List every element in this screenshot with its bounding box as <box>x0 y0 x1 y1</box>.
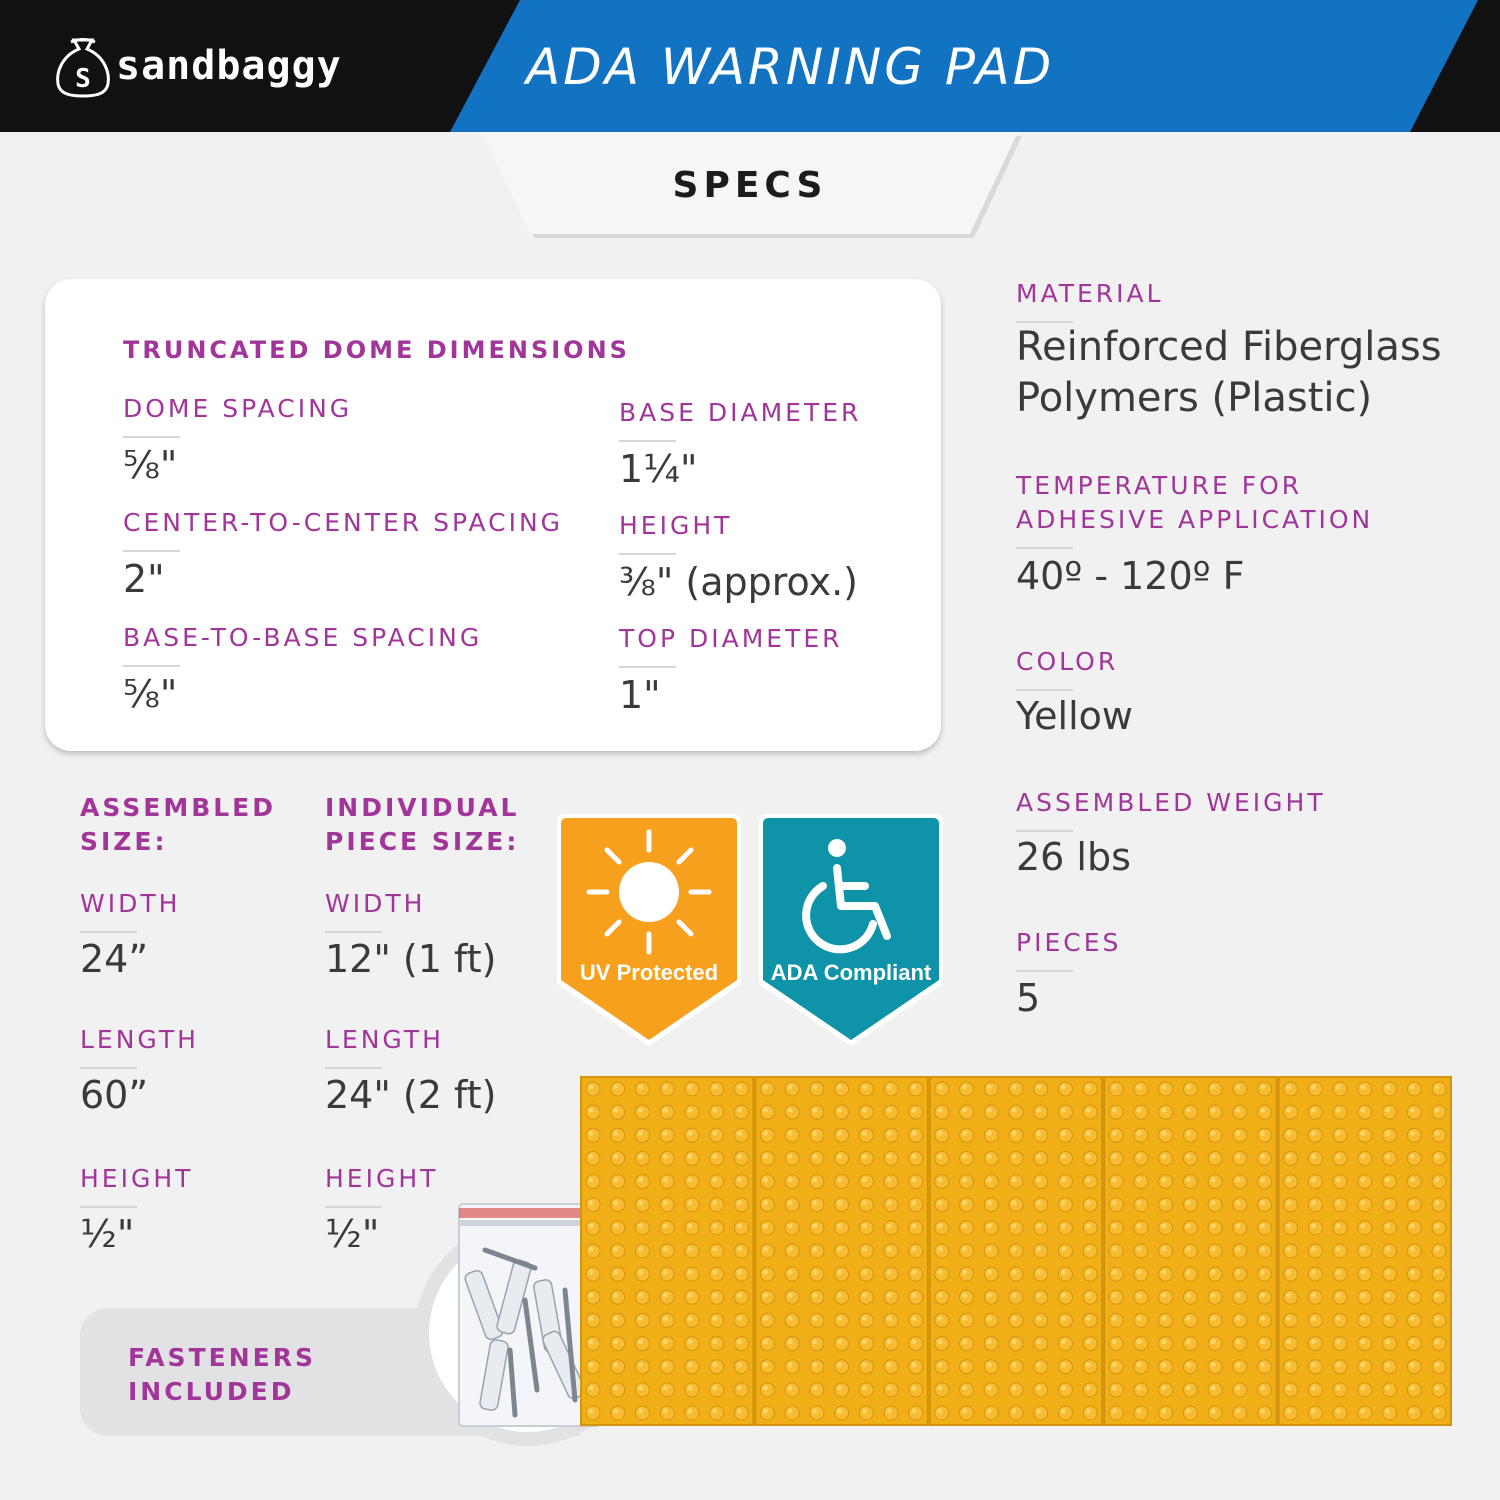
weight-label: ASSEMBLED WEIGHT <box>1016 786 1326 820</box>
assembled-length-value: 60” <box>80 1073 149 1117</box>
weight-value: 26 lbs <box>1016 835 1131 879</box>
tactile-warning-pad-image <box>580 1076 1452 1426</box>
base-spacing-label: BASE-TO-BASE SPACING <box>123 621 482 655</box>
specs-label: SPECS <box>672 165 828 206</box>
sandbag-logo-icon <box>54 34 112 98</box>
sun-icon <box>589 832 709 952</box>
assembled-height-value: ½" <box>80 1212 135 1256</box>
piece-width-value: 12" (1 ft) <box>325 937 497 981</box>
assembled-width-label: WIDTH <box>80 887 180 921</box>
ada-compliant-label: ADA Compliant <box>770 960 932 985</box>
uv-protected-label: UV Protected <box>579 960 719 985</box>
dome-spacing-value: ⅝" <box>123 443 178 487</box>
top-diameter-value: 1" <box>619 673 661 717</box>
base-spacing-value: ⅝" <box>123 672 178 716</box>
pad-panel <box>1279 1077 1451 1425</box>
piece-length-label: LENGTH <box>325 1023 444 1057</box>
assembled-height-label: HEIGHT <box>80 1162 193 1196</box>
piece-height-value: ½" <box>325 1212 380 1256</box>
temperature-label-line2: ADHESIVE APPLICATION <box>1016 503 1373 537</box>
material-label: MATERIAL <box>1016 277 1164 311</box>
pad-panel <box>581 1077 753 1425</box>
piece-height-label: HEIGHT <box>325 1162 438 1196</box>
dome-height-label: HEIGHT <box>619 509 732 543</box>
assembled-length-label: LENGTH <box>80 1023 199 1057</box>
pad-panel <box>930 1077 1102 1425</box>
assembled-heading-line2: SIZE: <box>80 827 168 856</box>
color-value: Yellow <box>1016 694 1133 738</box>
pieces-value: 5 <box>1016 976 1041 1020</box>
fasteners-label-line1: FASTENERS <box>128 1343 316 1372</box>
color-label: COLOR <box>1016 645 1118 679</box>
pad-panel <box>1104 1077 1276 1425</box>
piece-length-value: 24" (2 ft) <box>325 1073 497 1117</box>
uv-protected-badge <box>555 812 743 1048</box>
fasteners-label-line2: INCLUDED <box>128 1377 295 1406</box>
logo-initial: S <box>75 64 91 94</box>
temperature-value: 40º - 120º F <box>1016 554 1245 598</box>
brand-name: sandbaggy <box>116 43 342 89</box>
dome-heading: TRUNCATED DOME DIMENSIONS <box>123 336 630 364</box>
dome-spacing-label: DOME SPACING <box>123 392 352 426</box>
individual-heading-line2: PIECE SIZE: <box>325 827 520 856</box>
material-value-line2: Polymers (Plastic) <box>1016 375 1373 421</box>
temperature-label-line1: TEMPERATURE FOR <box>1016 471 1303 500</box>
piece-width-label: WIDTH <box>325 887 425 921</box>
dome-height-value: ⅜" (approx.) <box>619 560 859 604</box>
ada-compliant-badge <box>757 812 945 1048</box>
center-spacing-label: CENTER-TO-CENTER SPACING <box>123 506 563 540</box>
pieces-label: PIECES <box>1016 926 1121 960</box>
page-title: ADA WARNING PAD <box>526 38 1055 96</box>
assembled-width-value: 24” <box>80 937 149 981</box>
pad-panel <box>755 1077 927 1425</box>
base-diameter-label: BASE DIAMETER <box>619 396 861 430</box>
brand-logo <box>54 28 342 104</box>
center-spacing-value: 2" <box>123 557 165 601</box>
individual-heading-line1: INDIVIDUAL <box>325 793 520 822</box>
material-value-line1: Reinforced Fiberglass <box>1016 324 1442 370</box>
assembled-heading-line1: ASSEMBLED <box>80 793 277 822</box>
base-diameter-value: 1¼" <box>619 447 698 491</box>
top-diameter-label: TOP DIAMETER <box>619 622 843 656</box>
